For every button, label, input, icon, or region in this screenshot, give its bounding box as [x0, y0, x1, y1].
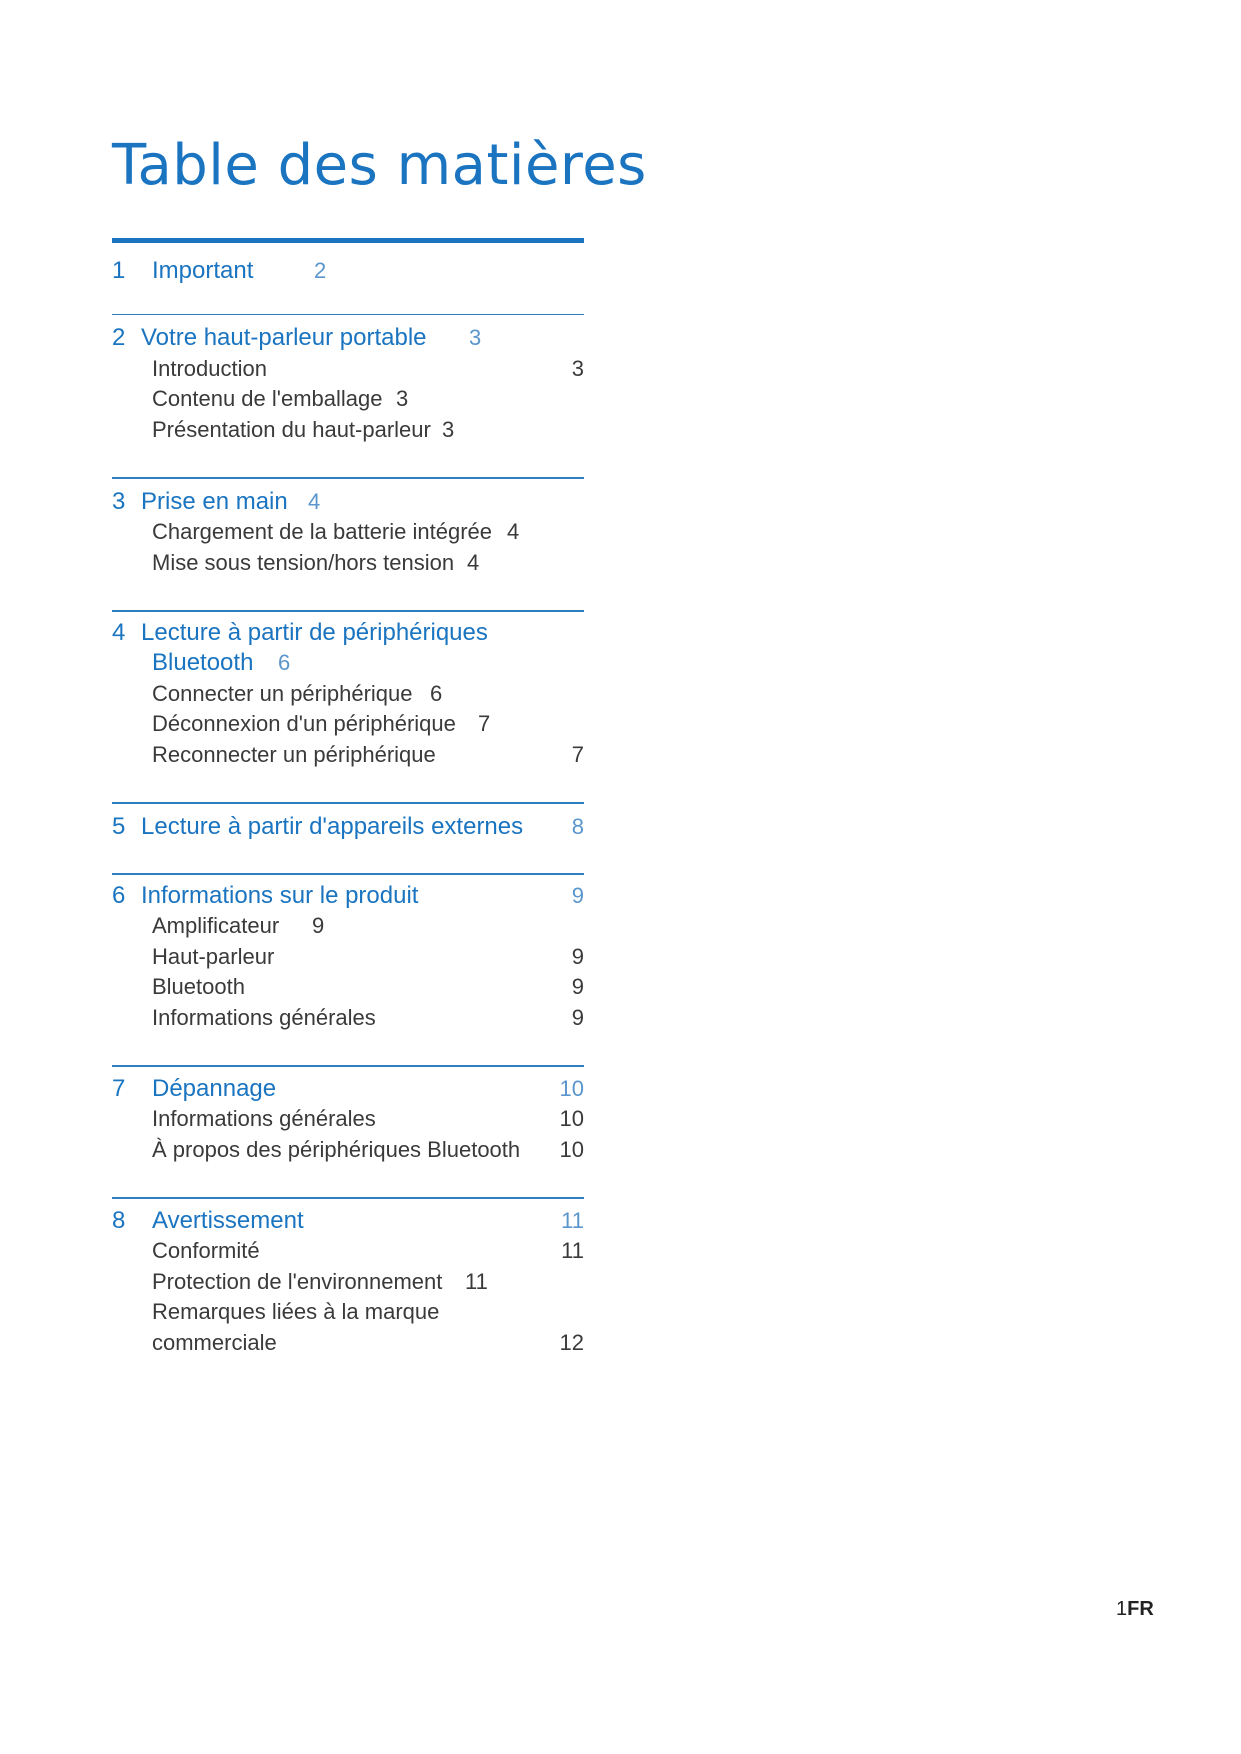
entry-title: Reconnecter un périphérique	[152, 741, 436, 767]
section-heading[interactable]	[112, 812, 584, 843]
section-number: 2	[112, 324, 126, 351]
toc-entry-continued[interactable]	[112, 1328, 584, 1359]
section-title: Votre haut-parleur portable	[141, 324, 427, 351]
page-number: 10	[559, 1106, 584, 1131]
section-number: 8	[112, 1206, 126, 1234]
entry-title: Introduction	[152, 355, 267, 381]
toc-section-5	[112, 804, 584, 874]
toc-entry[interactable]	[112, 1135, 584, 1166]
footer-page-number: 1	[1116, 1598, 1128, 1620]
toc-entry[interactable]	[112, 415, 584, 446]
toc-entry[interactable]	[112, 1236, 584, 1267]
section-heading[interactable]	[112, 881, 584, 912]
page-number: 7	[571, 741, 584, 767]
toc-entry[interactable]	[112, 942, 584, 973]
entry-title: Informations générales	[152, 1004, 376, 1030]
page-number: 11	[561, 1238, 584, 1263]
section-number: 5	[112, 812, 126, 840]
toc-entry[interactable]	[112, 972, 584, 1003]
page-number: 9	[571, 1004, 584, 1030]
page-number: 9	[312, 913, 325, 938]
entry-title: À propos des périphériques Bluetooth	[152, 1136, 521, 1162]
page-number: 6	[278, 650, 291, 675]
section-title: Dépannage	[152, 1074, 277, 1102]
section-number: 7	[112, 1074, 126, 1102]
toc-entry[interactable]	[112, 1267, 584, 1298]
page-number: 3	[442, 416, 455, 442]
entry-title: Conformité	[152, 1238, 260, 1263]
section-heading[interactable]	[112, 1074, 584, 1105]
section-title: Prise en main	[141, 487, 288, 515]
page-number: 6	[430, 680, 443, 706]
entry-title: Bluetooth	[152, 974, 245, 999]
section-title: Important	[152, 257, 254, 284]
section-heading-continued[interactable]	[112, 648, 584, 679]
page-number: 10	[559, 1075, 584, 1101]
page-number: 4	[467, 549, 480, 575]
page-number: 3	[396, 386, 409, 411]
entry-title: Haut-parleur	[152, 943, 275, 969]
toc-entry[interactable]	[112, 517, 584, 548]
page-number: 3	[469, 325, 482, 350]
page-number: 4	[308, 488, 321, 514]
entry-title: Contenu de l'emballage	[152, 386, 383, 411]
section-title: Avertissement	[152, 1206, 304, 1234]
section-number: 4	[112, 618, 126, 646]
toc-entry[interactable]	[112, 709, 584, 740]
entry-title: Connecter un périphérique	[152, 680, 413, 706]
section-title: Lecture à partir d'appareils externes	[141, 812, 524, 840]
table-of-contents	[112, 238, 584, 1368]
toc-entry[interactable]	[112, 1297, 584, 1328]
page-number: 11	[465, 1268, 488, 1294]
entry-title-continued: commerciale	[152, 1329, 277, 1355]
page-number: 8	[571, 813, 584, 839]
entry-title: Présentation du haut-parleur	[152, 416, 431, 442]
page-number: 4	[507, 519, 520, 544]
toc-section-4	[112, 612, 584, 803]
page-number: 7	[478, 711, 491, 736]
section-heading[interactable]	[112, 487, 584, 518]
toc-entry[interactable]	[112, 384, 584, 415]
toc-entry[interactable]	[112, 679, 584, 710]
section-title: Lecture à partir de périphériques	[141, 618, 488, 646]
footer-language: FR	[1127, 1598, 1154, 1620]
toc-entry[interactable]	[112, 1003, 584, 1034]
page-number: 9	[571, 943, 584, 969]
page-number: 9	[571, 882, 584, 908]
section-title: Informations sur le produit	[141, 881, 419, 909]
page-number: 9	[571, 974, 584, 999]
toc-entry[interactable]	[112, 548, 584, 579]
toc-entry[interactable]	[112, 911, 584, 942]
page-footer	[1116, 1598, 1154, 1621]
page-title: Table des matières	[112, 133, 647, 198]
page-number: 11	[561, 1207, 584, 1233]
page-number: 3	[571, 355, 584, 381]
section-heading[interactable]	[112, 256, 584, 287]
section-heading[interactable]	[112, 618, 584, 649]
section-heading[interactable]	[112, 1206, 584, 1237]
toc-section-7	[112, 1067, 584, 1198]
entry-title: Chargement de la batterie intégrée	[152, 519, 492, 544]
toc-entry[interactable]	[112, 354, 584, 385]
toc-section-2	[112, 315, 584, 477]
entry-title: Protection de l'environnement	[152, 1268, 443, 1294]
section-title-continued: Bluetooth	[152, 649, 254, 676]
toc-section-3	[112, 479, 584, 611]
page-number: 2	[314, 258, 327, 283]
section-number: 1	[112, 257, 126, 284]
toc-section-6	[112, 875, 584, 1066]
section-number: 3	[112, 487, 126, 515]
section-heading[interactable]	[112, 323, 584, 354]
section-number: 6	[112, 881, 126, 909]
entry-title: Remarques liées à la marque	[152, 1299, 440, 1324]
toc-section-1	[112, 243, 584, 314]
toc-entry[interactable]	[112, 1104, 584, 1135]
toc-entry[interactable]	[112, 740, 584, 771]
entry-title: Déconnexion d'un périphérique	[152, 711, 456, 736]
entry-title: Mise sous tension/hors tension	[152, 549, 455, 575]
entry-title: Amplificateur	[152, 913, 280, 938]
entry-title: Informations générales	[152, 1106, 376, 1131]
toc-section-8	[112, 1199, 584, 1369]
page-number: 12	[559, 1329, 584, 1355]
page-number: 10	[559, 1136, 584, 1162]
